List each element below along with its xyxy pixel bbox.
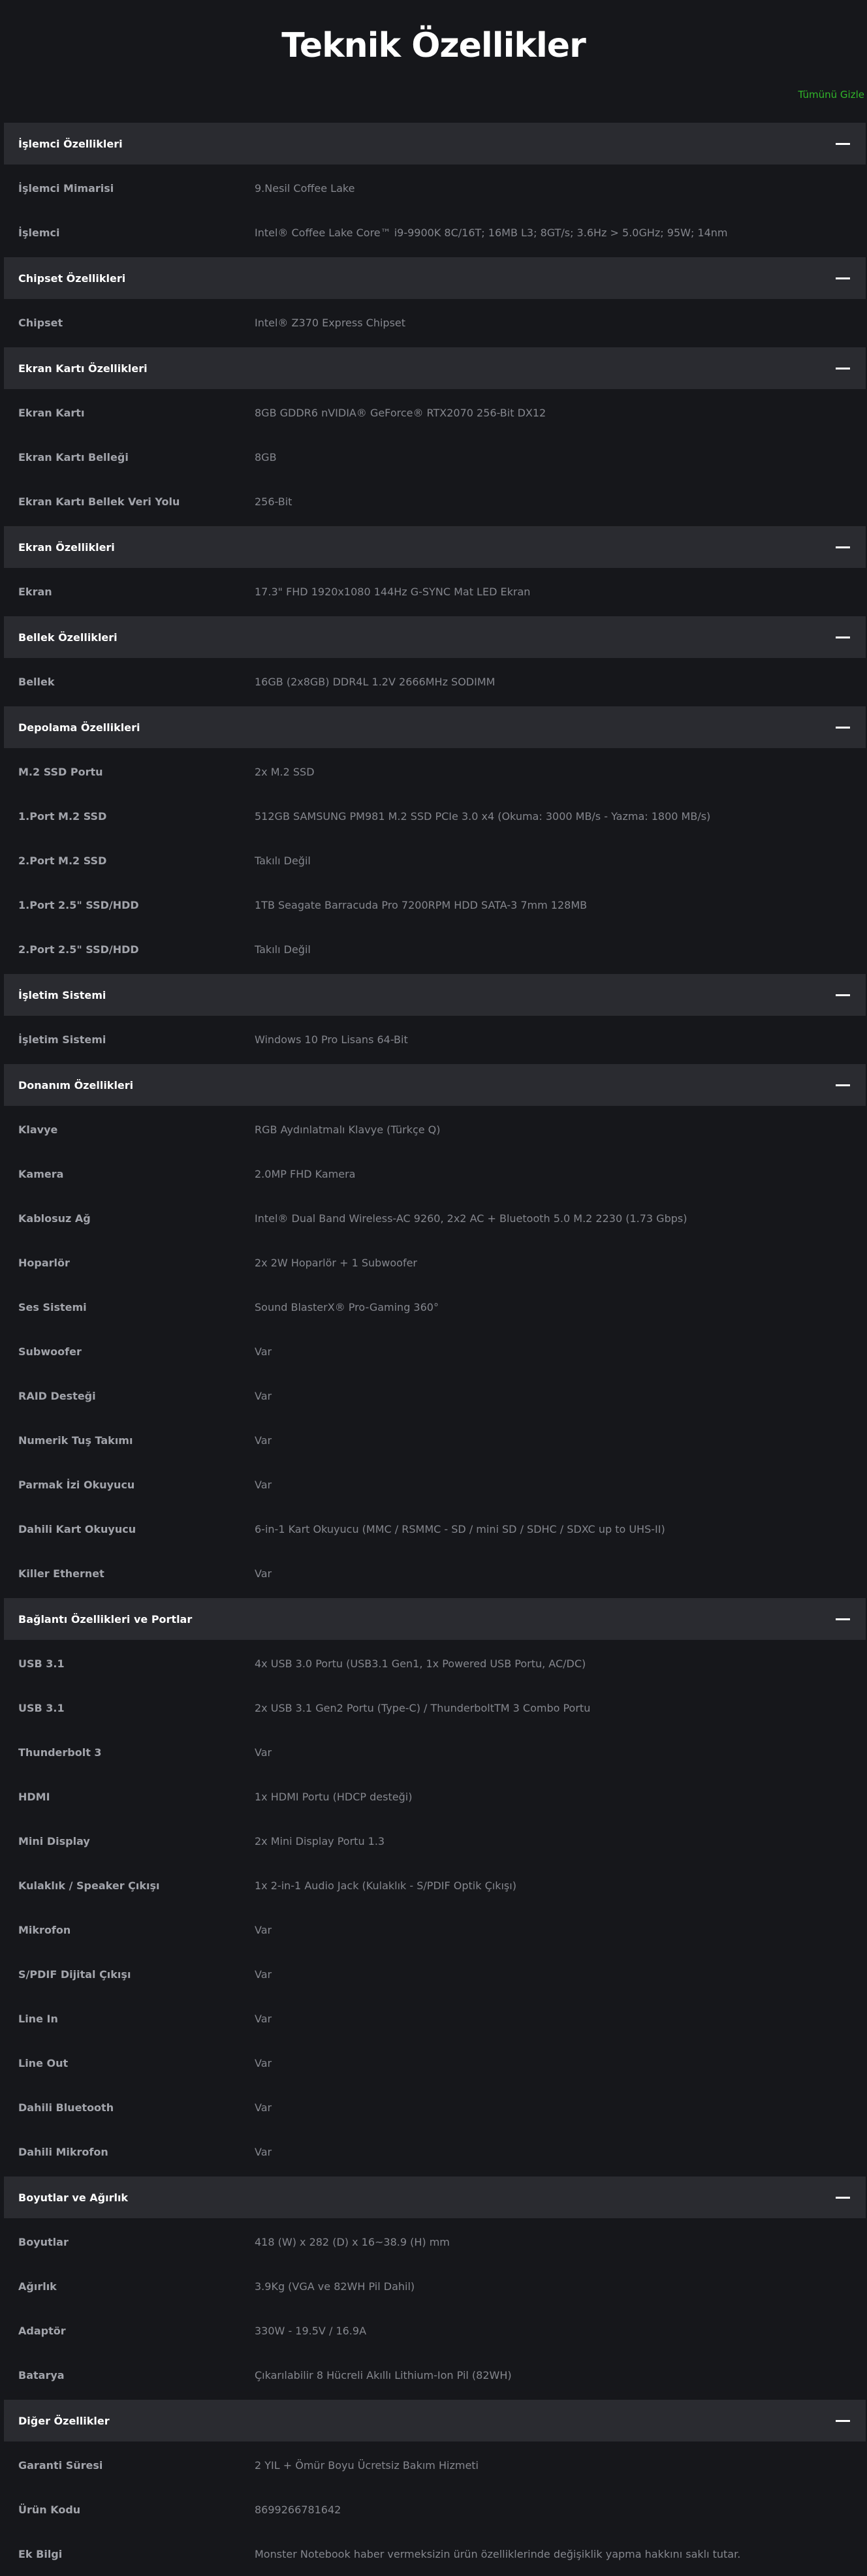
section-title: Donanım Özellikleri [18,1078,134,1092]
spec-label: Parmak İzi Okuyucu [18,1478,135,1491]
spec-label: Kablosuz Ağ [18,1212,91,1225]
spec-row [4,1329,866,1374]
minus-icon[interactable] [836,277,850,279]
spec-value: Var [255,2012,272,2025]
spec-value: 8GB GDDR6 nVIDIA® GeForce® RTX2070 256-Bit DX12 [255,406,546,419]
spec-row [4,2220,866,2264]
spec-section-boyutlar [4,2176,866,2397]
spec-value: Var [255,1434,272,1447]
spec-section-bellek [4,616,866,704]
section-header-diger[interactable] [4,2400,866,2442]
spec-label: 2.Port M.2 SSD [18,854,107,867]
spec-label: Ağırlık [18,2280,57,2293]
section-title: İşlemci Özellikleri [18,137,123,150]
section-header-chipset[interactable] [4,257,866,299]
spec-value: 2 YIL + Ömür Boyu Ücretsiz Bakım Hizmeti [255,2458,479,2472]
spec-row [4,390,866,435]
spec-label: Line In [18,2012,58,2025]
spec-row [4,2353,866,2397]
spec-label: Ürün Kodu [18,2503,81,2516]
spec-row [4,1908,866,1952]
spec-label: HDMI [18,1790,50,1803]
spec-row [4,1196,866,1240]
spec-sections [0,123,867,2576]
spec-section-depolama [4,706,866,971]
spec-label: Ekran Kartı Bellek Veri Yolu [18,495,180,508]
spec-value: Intel® Coffee Lake Core™ i9-9900K 8C/16T; 16MB L3; 8GT/s; 3.6Hz > 5.0GHz; 95W; 14nm [255,226,728,239]
spec-row [4,300,866,345]
spec-value: Var [255,2145,272,2158]
spec-value: 1x 2-in-1 Audio Jack (Kulaklık - S/PDIF Optik Çıkışı) [255,1879,516,1892]
spec-label: Ekran Kartı Belleği [18,450,129,463]
minus-icon[interactable] [836,546,850,548]
spec-label: Numerik Tuş Takımı [18,1434,133,1447]
spec-row [4,2532,866,2576]
spec-label: Ek Bilgi [18,2547,63,2560]
spec-label: Mini Display [18,1834,90,1847]
spec-label: Dahili Kart Okuyucu [18,1522,136,1535]
hide-all-link[interactable]: Tümünü Gizle [798,89,864,101]
spec-label: Bellek [18,675,55,688]
section-title: Bellek Özellikleri [18,631,118,644]
spec-value: 2x M.2 SSD [255,765,315,778]
spec-value: Var [255,2056,272,2069]
spec-row [4,1863,866,1908]
spec-row [4,1240,866,1285]
spec-value: Intel® Z370 Express Chipset [255,316,406,329]
spec-row [4,1462,866,1507]
spec-row [4,1686,866,1730]
hide-all-bar [0,85,867,120]
spec-value: 2x Mini Display Portu 1.3 [255,1834,385,1847]
spec-value: 418 (W) x 282 (D) x 16~38.9 (H) mm [255,2235,450,2248]
spec-label: Subwoofer [18,1345,82,1358]
minus-icon[interactable] [836,368,850,369]
spec-row [4,1374,866,1418]
minus-icon[interactable] [836,994,850,996]
spec-row [4,1017,866,1061]
section-title: Ekran Özellikleri [18,541,115,554]
spec-row [4,1819,866,1863]
spec-label: Kamera [18,1167,64,1180]
spec-label: Hoparlör [18,1256,70,1269]
spec-label: Thunderbolt 3 [18,1746,102,1759]
spec-label: Dahili Mikrofon [18,2145,108,2158]
spec-value: 2x USB 3.1 Gen2 Portu (Type-C) / ThunderboltTM 3 Combo Portu [255,1701,591,1714]
spec-section-chipset [4,257,866,345]
spec-label: Adaptör [18,2324,66,2337]
spec-label: S/PDIF Dijital Çıkışı [18,1968,131,1981]
section-title: Ekran Kartı Özellikleri [18,362,148,375]
spec-value: 6-in-1 Kart Okuyucu (MMC / RSMMC - SD / mini SD / SDHC / SDXC up to UHS-II) [255,1522,665,1535]
spec-section-ekran [4,526,866,614]
spec-value: 1x HDMI Portu (HDCP desteği) [255,1790,413,1803]
spec-row [4,749,866,794]
spec-label: Boyutlar [18,2235,69,2248]
spec-value: Var [255,1567,272,1580]
spec-section-islemci [4,123,866,255]
spec-label: İşlemci Mimarisi [18,181,114,195]
spec-value: RGB Aydınlatmalı Klavye (Türkçe Q) [255,1123,441,1136]
spec-value: 330W - 19.5V / 16.9A [255,2324,367,2337]
spec-value: 256-Bit [255,495,292,508]
spec-value: Var [255,1968,272,1981]
spec-value: Takılı Değil [255,854,311,867]
spec-value: Çıkarılabilir 8 Hücreli Akıllı Lithium-Ion Pil (82WH) [255,2368,512,2381]
spec-value: 2.0MP FHD Kamera [255,1167,356,1180]
spec-label: Garanti Süresi [18,2458,103,2472]
minus-icon[interactable] [836,1084,850,1086]
spec-row [4,166,866,210]
minus-icon[interactable] [836,2197,850,2199]
spec-value: Sound BlasterX® Pro-Gaming 360° [255,1300,439,1313]
spec-row [4,569,866,614]
spec-label: Mikrofon [18,1923,71,1936]
spec-label: 1.Port 2.5" SSD/HDD [18,898,139,911]
spec-label: Line Out [18,2056,69,2069]
spec-label: Killer Ethernet [18,1567,104,1580]
spec-row [4,1285,866,1329]
spec-row [4,1551,866,1595]
section-header-boyutlar[interactable] [4,2176,866,2218]
spec-value: 8GB [255,450,277,463]
spec-value: Monster Notebook haber vermeksizin ürün özelliklerinde değişiklik yapma hakkını saklı tutar. [255,2547,741,2560]
spec-label: Chipset [18,316,63,329]
section-title: Bağlantı Özellikleri ve Portlar [18,1612,193,1626]
spec-label: 1.Port M.2 SSD [18,809,107,823]
section-header-ekran-karti[interactable] [4,347,866,389]
spec-section-donanim [4,1064,866,1595]
spec-label: Ekran Kartı [18,406,85,419]
spec-section-isletim [4,974,866,1061]
minus-icon[interactable] [836,636,850,638]
section-header-bellek[interactable] [4,616,866,658]
section-header-islemci[interactable] [4,123,866,165]
spec-label: USB 3.1 [18,1657,65,1670]
spec-value: Var [255,1389,272,1402]
spec-row [4,1774,866,1819]
spec-value: 512GB SAMSUNG PM981 M.2 SSD PCIe 3.0 x4 (Okuma: 3000 MB/s - Yazma: 1800 MB/s) [255,809,711,823]
section-title: Diğer Özellikler [18,2414,110,2427]
spec-value: 3.9Kg (VGA ve 82WH Pil Dahil) [255,2280,415,2293]
spec-row [4,1418,866,1462]
spec-value: 1TB Seagate Barracuda Pro 7200RPM HDD SATA-3 7mm 128MB [255,898,588,911]
spec-value: Var [255,1923,272,1936]
spec-label: USB 3.1 [18,1701,65,1714]
spec-row [4,838,866,883]
spec-row [4,479,866,524]
spec-label: RAID Desteği [18,1389,96,1402]
spec-label: İşlemci [18,226,60,239]
spec-value: 16GB (2x8GB) DDR4L 1.2V 2666MHz SODIMM [255,675,496,688]
spec-row [4,1641,866,1686]
spec-row [4,2264,866,2308]
spec-value: Var [255,1345,272,1358]
spec-section-diger [4,2400,866,2576]
section-title: Depolama Özellikleri [18,721,140,734]
spec-value: Var [255,1478,272,1491]
spec-row [4,2308,866,2353]
spec-value: Var [255,2101,272,2114]
spec-row [4,659,866,704]
spec-value: Takılı Değil [255,943,311,956]
spec-section-baglanti [4,1598,866,2174]
spec-row [4,1152,866,1196]
spec-label: Batarya [18,2368,65,2381]
minus-icon[interactable] [836,727,850,729]
spec-label: Ses Sistemi [18,1300,87,1313]
minus-icon[interactable] [836,2420,850,2422]
spec-row [4,1952,866,1996]
spec-label: İşletim Sistemi [18,1033,106,1046]
page-title: Teknik Özellikler [281,26,586,65]
spec-row [4,1996,866,2041]
spec-value: Windows 10 Pro Lisans 64-Bit [255,1033,408,1046]
spec-row [4,883,866,927]
spec-row [4,927,866,971]
spec-row [4,2487,866,2532]
spec-row [4,1730,866,1774]
section-title: İşletim Sistemi [18,988,106,1001]
minus-icon[interactable] [836,1618,850,1620]
spec-value: Intel® Dual Band Wireless-AC 9260, 2x2 AC + Bluetooth 5.0 M.2 2230 (1.73 Gbps) [255,1212,687,1225]
spec-value: 4x USB 3.0 Portu (USB3.1 Gen1, 1x Powered USB Portu, AC/DC) [255,1657,586,1670]
spec-row [4,2041,866,2085]
section-title: Chipset Özellikleri [18,272,126,285]
section-header-isletim[interactable] [4,974,866,1016]
spec-row [4,2443,866,2487]
spec-value: Var [255,1746,272,1759]
spec-section-ekran-karti [4,347,866,524]
spec-label: Dahili Bluetooth [18,2101,114,2114]
spec-value: 8699266781642 [255,2503,341,2516]
spec-row [4,210,866,255]
spec-row [4,1507,866,1551]
spec-value: 17.3" FHD 1920x1080 144Hz G-SYNC Mat LED Ekran [255,585,531,598]
section-header-depolama[interactable] [4,706,866,748]
spec-label: Kulaklık / Speaker Çıkışı [18,1879,160,1892]
spec-row [4,794,866,838]
spec-label: M.2 SSD Portu [18,765,103,778]
spec-row [4,435,866,479]
spec-row [4,2129,866,2174]
section-title: Boyutlar ve Ağırlık [18,2191,129,2204]
section-header-baglanti[interactable] [4,1598,866,1640]
section-header-donanim[interactable] [4,1064,866,1106]
spec-label: Klavye [18,1123,58,1136]
spec-label: 2.Port 2.5" SSD/HDD [18,943,139,956]
minus-icon[interactable] [836,143,850,145]
spec-row [4,2085,866,2129]
spec-value: 9.Nesil Coffee Lake [255,181,355,195]
spec-row [4,1107,866,1152]
section-header-ekran[interactable] [4,526,866,568]
spec-label: Ekran [18,585,52,598]
spec-value: 2x 2W Hoparlör + 1 Subwoofer [255,1256,418,1269]
